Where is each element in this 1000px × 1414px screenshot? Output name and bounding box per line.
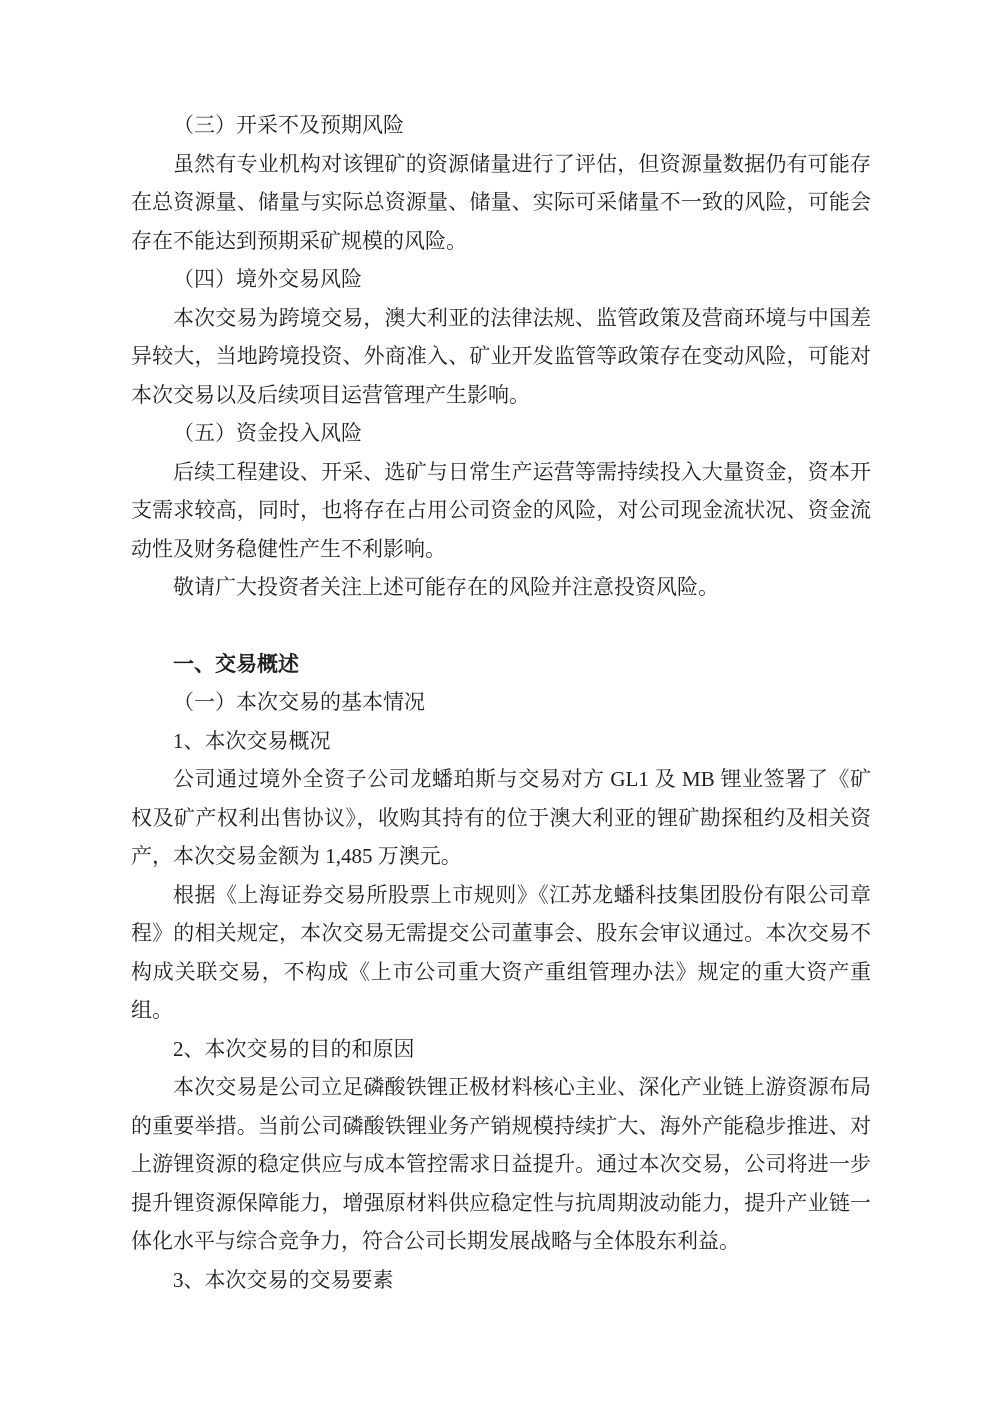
section-heading: 一、交易概述 xyxy=(173,651,299,676)
paragraph: 根据《上海证券交易所股票上市规则》《江苏龙蟠科技集团股份有限公司章程》的相关规定，本次交易无需提交公司董事会、股东会审议通过。本次交易不构成关联交易，不构成《上市公司重大资产重组管理办法》规定的重大资产重组。 xyxy=(131,882,871,1022)
subsection-heading: 3、本次交易的交易要素 xyxy=(173,1267,394,1292)
subsection-heading: （一）本次交易的基本情况 xyxy=(173,690,425,714)
subsection-heading: 1、本次交易概况 xyxy=(173,728,331,753)
risk-heading-3: （三）开采不及预期风险 xyxy=(173,113,404,137)
risk-heading-5: （五）资金投入风险 xyxy=(173,421,362,445)
paragraph: 虽然有专业机构对该锂矿的资源储量进行了评估，但资源量数据仍有可能存在总资源量、储量与实际总资源量、储量、实际可采储量不一致的风险，可能会存在不能达到预期采矿规模的风险。 xyxy=(131,151,871,253)
paragraph: 后续工程建设、开采、选矿与日常生产运营等需持续投入大量资金，资本开支需求较高，同时，也将存在占用公司资金的风险，对公司现金流状况、资金流动性及财务稳健性产生不利影响。 xyxy=(131,459,871,561)
subsection-heading: 2、本次交易的目的和原因 xyxy=(173,1036,415,1061)
paragraph: 公司通过境外全资子公司龙蟠珀斯与交易对方 GL1 及 MB 锂业签署了《矿权及矿产权利出售协议》，收购其持有的位于澳大利亚的锂矿勘探租约及相关资产，本次交易金额为 1,485 万澳元。 xyxy=(131,767,871,868)
paragraph: 本次交易是公司立足磷酸铁锂正极材料核心主业、深化产业链上游资源布局的重要举措。当前公司磷酸铁锂业务产销规模持续扩大、海外产能稳步推进、对上游锂资源的稳定供应与成本管控需求日益提升。通过本次交易，公司将进一步提升锂资源保障能力，增强原材料供应稳定性与抗周期波动能力，提升产业链一体化水平与综合竞争力，符合公司长期发展战略与全体股东利益。 xyxy=(131,1075,871,1253)
paragraph: 敬请广大投资者关注上述可能存在的风险并注意投资风险。 xyxy=(173,575,719,599)
risk-heading-4: （四）境外交易风险 xyxy=(173,267,362,291)
document-body xyxy=(131,106,871,1299)
paragraph: 本次交易为跨境交易，澳大利亚的法律法规、监管政策及营商环境与中国差异较大，当地跨境投资、外商准入、矿业开发监管等政策存在变动风险，可能对本次交易以及后续项目运营管理产生影响。 xyxy=(131,305,871,407)
